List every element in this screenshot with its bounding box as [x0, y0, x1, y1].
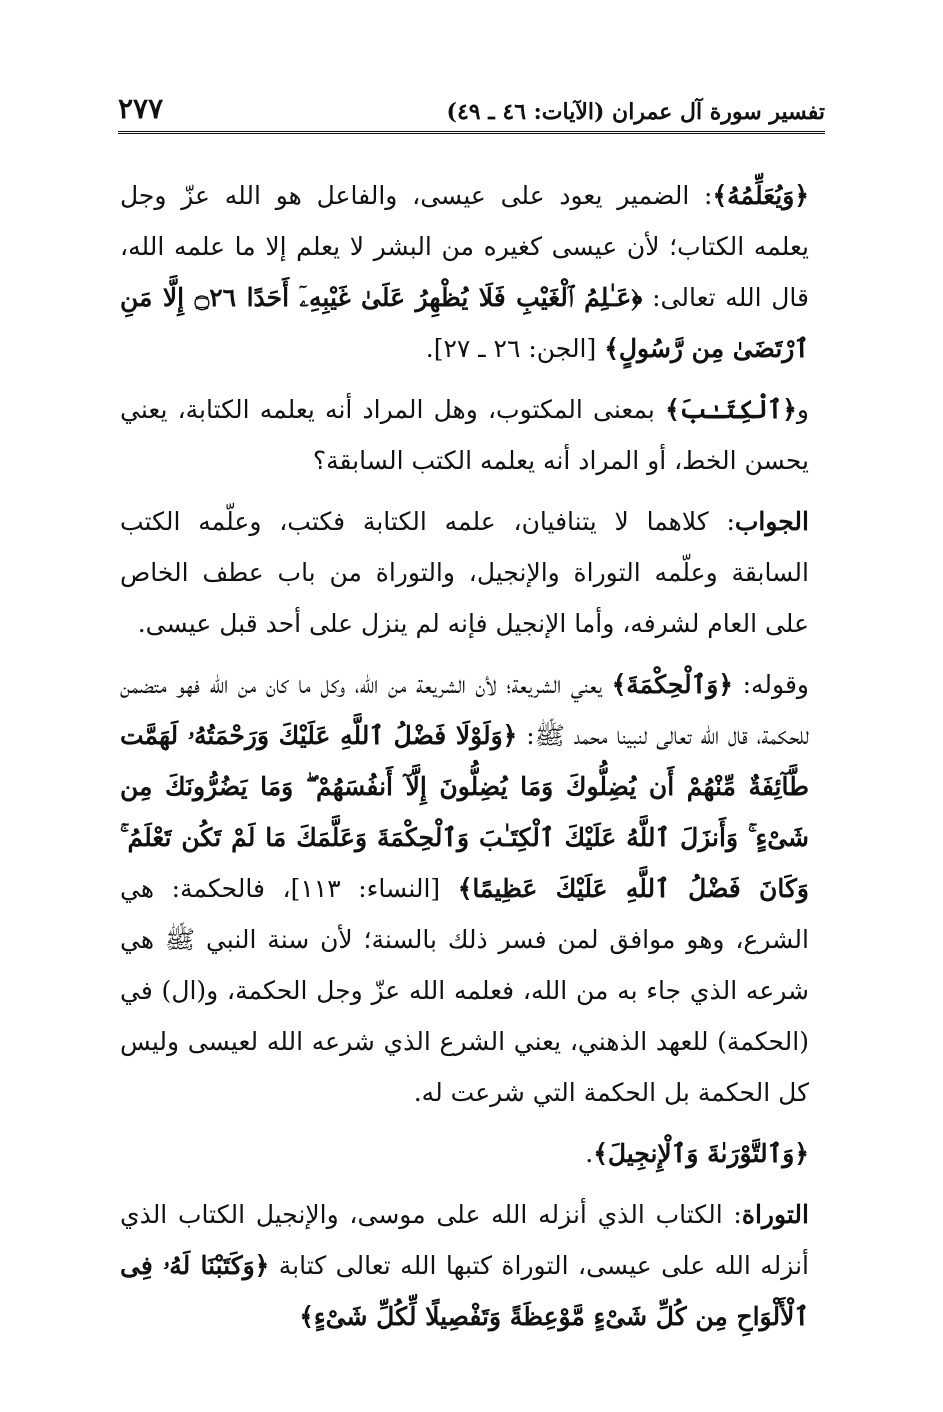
quran-quote: ﴿عَـٰلِمُ ٱلْغَيْبِ فَلَا يُظْهِرُ عَلَىٰ غَيْبِهِۦٓ أَحَدًا ۝٢٦ إِلَّا مَنِ ٱرْتَضَىٰ مِن رَّسُولٍ﴾	[120, 283, 809, 363]
paragraph-2	[120, 384, 823, 486]
paragraph-text: بمعنى المكتوب، وهل المراد أنه يعلمه الكتابة، يعني يحسن الخط، أو المراد أنه يعلمه الكتب السابقة؟	[120, 395, 809, 475]
running-title: تفسير سورة آل عمران (الآيات: ٤٦ ـ ٤٩)	[446, 99, 825, 125]
paragraph-text: : الكتاب الذي أنزله الله على موسى، والإنجيل الكتاب الذي أنزله الله على عيسى، التوراة كتبها الله تعالى كتابة	[120, 1200, 809, 1280]
paragraph-5	[120, 1128, 823, 1179]
paragraph-text: .	[585, 1139, 594, 1168]
paragraph-text: : الضمير يعود على عيسى، والفاعل هو الله عزّ وجل يعلمه الكتاب؛ لأن عيسى كغيره من البشر لا يعلم إلا ما علمه الله، قال الله تعالى:	[120, 181, 809, 312]
page-body	[120, 170, 823, 1352]
paragraph-6	[120, 1189, 823, 1342]
paragraph-4	[120, 659, 823, 1118]
quran-quote: ﴿وَكَتَبْنَا لَهُۥ فِى ٱلْأَلْوَاحِ مِن كُلِّ شَىْءٍ مَّوْعِظَةً وَتَفْصِيلًا لِّكُلِّ شَىْءٍ﴾	[120, 1251, 809, 1331]
paragraph-text: : كلاهما لا يتنافيان، علمه الكتابة فكتب، وعلّمه الكتب السابقة وعلّمه التوراة والإنجيل، والتوراة من باب عطف الخاص على العام لشرفه، وأما الإنجيل فإنه لم ينزل على أحد قبل عيسى.	[120, 507, 809, 638]
paragraph-3	[120, 496, 823, 649]
quran-quote: ﴿وَٱلْحِكْمَةَ﴾	[611, 670, 734, 699]
quran-quote: ﴿وَٱلتَّوْرَىٰةَ وَٱلْإِنجِيلَ﴾	[593, 1139, 809, 1168]
page-header	[118, 92, 825, 134]
paragraph-text: وقوله:	[733, 670, 809, 699]
page-number: ٢٧٧	[118, 92, 164, 125]
quran-quote: ﴿وَيُعَلِّمُهُ﴾	[712, 181, 809, 210]
paragraph-1	[120, 170, 823, 374]
citation: [الجن: ٢٦ ـ ٢٧].	[425, 334, 605, 363]
quran-quote: ﴿ٱلْكِتَـٰبَ﴾	[665, 395, 797, 424]
prefix-text: و	[796, 395, 809, 424]
quran-quote: ﴿وَلَوْلَا فَضْلُ ٱللَّهِ عَلَيْكَ وَرَحْمَتُهُۥ لَهَمَّت طَّآئِفَةٌ مِّنْهُمْ أَن يُضِلُّوكَ وَمَا يُضِلُّونَ إِلَّآ أَنفُسَهُمْ ۖ وَمَا يَضُرُّونَكَ مِن شَىْءٍ ۚ وَأَنزَلَ ٱللَّهُ عَلَيْكَ ٱلْكِتَـٰبَ وَٱلْحِكْمَةَ وَعَلَّمَكَ مَا لَمْ تَكُن تَعْلَمُ ۚ وَكَانَ فَضْلُ ٱللَّهِ عَلَيْكَ عَظِيمًا﴾	[120, 721, 809, 903]
paragraph-text: يعني الشريعة؛ لأن الشريعة من الله، وكل ما كان من الله فهو متضمن للحكمة، قال الله تعالى لنبينا محمد ﷺ:	[120, 670, 809, 750]
paragraph-text: [النساء: ١١٣]، فالحكمة: هي الشرع، وهو موافق لمن فسر ذلك بالسنة؛ لأن سنة النبي ﷺ هي شرعه الذي جاء به من الله، فعلمه الله عزّ وجل الحكمة، و(ال) في (الحكمة) للعهد الذهني، يعني الشرع الذي شرعه الله لعيسى وليس كل الحكمة بل الحكمة التي شرعت له.	[120, 874, 809, 1107]
torah-label: التوراة	[741, 1200, 809, 1229]
answer-label: الجواب	[734, 507, 809, 536]
